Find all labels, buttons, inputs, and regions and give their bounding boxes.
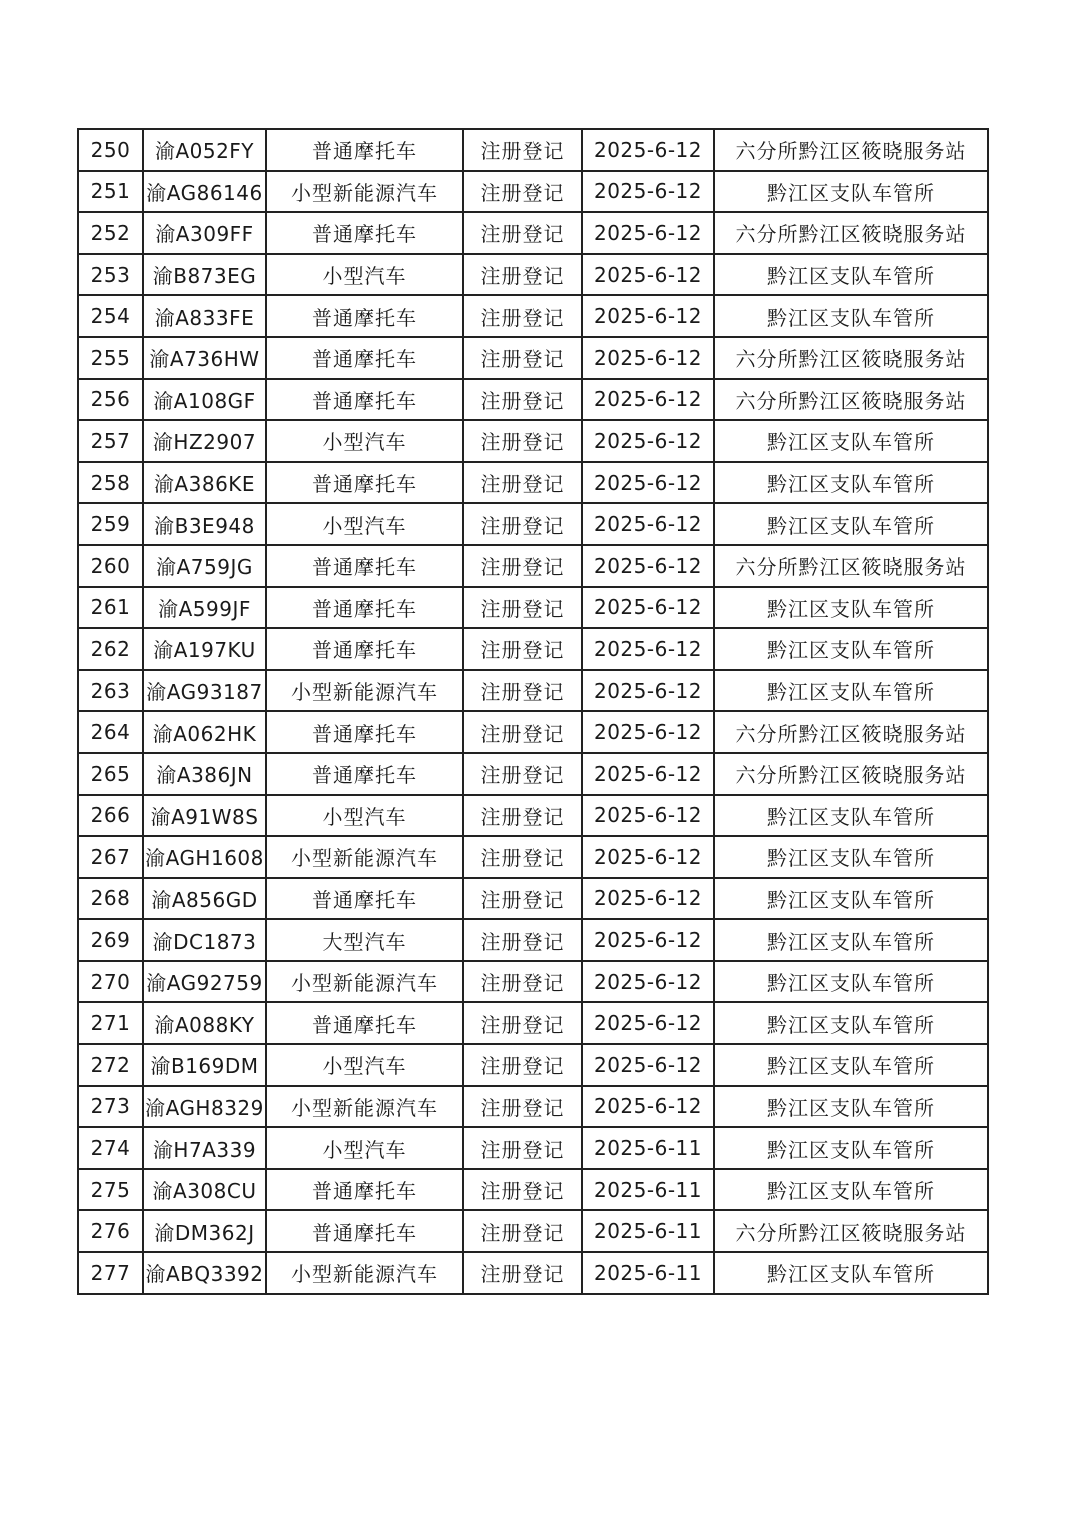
date-cell: 2025-6-11 [582,1127,714,1169]
plate-number-cell: 渝A833FE [143,295,266,337]
office-cell: 黔江区支队车管所 [714,295,988,337]
vehicle-type-cell: 普通摩托车 [266,212,463,254]
business-type-cell: 注册登记 [463,545,582,587]
business-type-cell: 注册登记 [463,212,582,254]
vehicle-type-cell: 普通摩托车 [266,878,463,920]
vehicle-type-cell: 普通摩托车 [266,753,463,795]
serial-number-cell: 259 [78,503,143,545]
business-type-cell: 注册登记 [463,379,582,421]
business-type-cell: 注册登记 [463,1252,582,1294]
plate-number-cell: 渝A386KE [143,462,266,504]
vehicle-type-cell: 普通摩托车 [266,1169,463,1211]
date-cell: 2025-6-12 [582,254,714,296]
office-cell: 黔江区支队车管所 [714,961,988,1003]
serial-number-cell: 254 [78,295,143,337]
table-row [78,795,988,837]
plate-number-cell: 渝A736HW [143,337,266,379]
serial-number-cell: 253 [78,254,143,296]
plate-number-cell: 渝DM362J [143,1210,266,1252]
table-row [78,919,988,961]
serial-number-cell: 252 [78,212,143,254]
date-cell: 2025-6-12 [582,919,714,961]
office-cell: 六分所黔江区筱晓服务站 [714,753,988,795]
plate-number-cell: 渝ABQ3392 [143,1252,266,1294]
office-cell: 黔江区支队车管所 [714,878,988,920]
table-row [78,503,988,545]
office-cell: 黔江区支队车管所 [714,1252,988,1294]
vehicle-type-cell: 普通摩托车 [266,711,463,753]
plate-number-cell: 渝A108GF [143,379,266,421]
serial-number-cell: 264 [78,711,143,753]
business-type-cell: 注册登记 [463,295,582,337]
plate-number-cell: 渝B873EG [143,254,266,296]
serial-number-cell: 276 [78,1210,143,1252]
serial-number-cell: 251 [78,171,143,213]
business-type-cell: 注册登记 [463,462,582,504]
registration-table-body [78,129,988,1294]
serial-number-cell: 269 [78,919,143,961]
office-cell: 六分所黔江区筱晓服务站 [714,129,988,171]
table-row [78,171,988,213]
table-row [78,628,988,670]
business-type-cell: 注册登记 [463,753,582,795]
office-cell: 六分所黔江区筱晓服务站 [714,711,988,753]
table-row [78,212,988,254]
vehicle-type-cell: 普通摩托车 [266,462,463,504]
vehicle-type-cell: 小型汽车 [266,795,463,837]
vehicle-type-cell: 普通摩托车 [266,628,463,670]
vehicle-type-cell: 普通摩托车 [266,545,463,587]
vehicle-type-cell: 普通摩托车 [266,295,463,337]
office-cell: 黔江区支队车管所 [714,503,988,545]
business-type-cell: 注册登记 [463,711,582,753]
vehicle-type-cell: 小型新能源汽车 [266,171,463,213]
business-type-cell: 注册登记 [463,129,582,171]
office-cell: 黔江区支队车管所 [714,670,988,712]
office-cell: 六分所黔江区筱晓服务站 [714,379,988,421]
plate-number-cell: 渝AG92759 [143,961,266,1003]
serial-number-cell: 260 [78,545,143,587]
table-row [78,711,988,753]
serial-number-cell: 257 [78,420,143,462]
office-cell: 六分所黔江区筱晓服务站 [714,1210,988,1252]
business-type-cell: 注册登记 [463,1002,582,1044]
date-cell: 2025-6-12 [582,462,714,504]
plate-number-cell: 渝A386JN [143,753,266,795]
table-row [78,836,988,878]
registration-table [77,128,989,1295]
plate-number-cell: 渝A052FY [143,129,266,171]
table-row [78,1169,988,1211]
serial-number-cell: 267 [78,836,143,878]
date-cell: 2025-6-12 [582,545,714,587]
date-cell: 2025-6-12 [582,212,714,254]
serial-number-cell: 271 [78,1002,143,1044]
vehicle-type-cell: 小型汽车 [266,503,463,545]
date-cell: 2025-6-12 [582,295,714,337]
serial-number-cell: 250 [78,129,143,171]
serial-number-cell: 273 [78,1086,143,1128]
table-row [78,1127,988,1169]
serial-number-cell: 263 [78,670,143,712]
table-row [78,587,988,629]
table-row [78,462,988,504]
table-row [78,295,988,337]
vehicle-type-cell: 普通摩托车 [266,1002,463,1044]
date-cell: 2025-6-12 [582,1044,714,1086]
office-cell: 黔江区支队车管所 [714,171,988,213]
business-type-cell: 注册登记 [463,878,582,920]
office-cell: 黔江区支队车管所 [714,1044,988,1086]
business-type-cell: 注册登记 [463,503,582,545]
office-cell: 六分所黔江区筱晓服务站 [714,545,988,587]
business-type-cell: 注册登记 [463,587,582,629]
table-row [78,753,988,795]
office-cell: 黔江区支队车管所 [714,919,988,961]
date-cell: 2025-6-12 [582,129,714,171]
vehicle-type-cell: 小型新能源汽车 [266,836,463,878]
business-type-cell: 注册登记 [463,961,582,1003]
office-cell: 黔江区支队车管所 [714,1086,988,1128]
serial-number-cell: 272 [78,1044,143,1086]
office-cell: 黔江区支队车管所 [714,795,988,837]
table-row [78,1252,988,1294]
date-cell: 2025-6-12 [582,753,714,795]
table-row [78,420,988,462]
date-cell: 2025-6-12 [582,1002,714,1044]
table-row [78,254,988,296]
office-cell: 黔江区支队车管所 [714,1127,988,1169]
business-type-cell: 注册登记 [463,254,582,296]
office-cell: 六分所黔江区筱晓服务站 [714,212,988,254]
date-cell: 2025-6-12 [582,1086,714,1128]
vehicle-type-cell: 小型新能源汽车 [266,1086,463,1128]
serial-number-cell: 268 [78,878,143,920]
office-cell: 黔江区支队车管所 [714,1169,988,1211]
office-cell: 六分所黔江区筱晓服务站 [714,337,988,379]
vehicle-type-cell: 小型汽车 [266,1044,463,1086]
date-cell: 2025-6-12 [582,171,714,213]
serial-number-cell: 256 [78,379,143,421]
vehicle-type-cell: 小型新能源汽车 [266,670,463,712]
business-type-cell: 注册登记 [463,171,582,213]
date-cell: 2025-6-11 [582,1210,714,1252]
serial-number-cell: 255 [78,337,143,379]
plate-number-cell: 渝A599JF [143,587,266,629]
table-row [78,1044,988,1086]
serial-number-cell: 258 [78,462,143,504]
plate-number-cell: 渝AGH1608 [143,836,266,878]
table-row [78,1002,988,1044]
business-type-cell: 注册登记 [463,1044,582,1086]
business-type-cell: 注册登记 [463,1210,582,1252]
business-type-cell: 注册登记 [463,628,582,670]
date-cell: 2025-6-12 [582,628,714,670]
vehicle-type-cell: 小型新能源汽车 [266,1252,463,1294]
vehicle-type-cell: 小型汽车 [266,420,463,462]
date-cell: 2025-6-12 [582,795,714,837]
plate-number-cell: 渝B169DM [143,1044,266,1086]
date-cell: 2025-6-12 [582,420,714,462]
table-row [78,337,988,379]
vehicle-type-cell: 小型汽车 [266,254,463,296]
plate-number-cell: 渝AGH8329 [143,1086,266,1128]
vehicle-type-cell: 普通摩托车 [266,1210,463,1252]
serial-number-cell: 270 [78,961,143,1003]
office-cell: 黔江区支队车管所 [714,1002,988,1044]
date-cell: 2025-6-11 [582,1169,714,1211]
office-cell: 黔江区支队车管所 [714,462,988,504]
date-cell: 2025-6-12 [582,587,714,629]
office-cell: 黔江区支队车管所 [714,836,988,878]
serial-number-cell: 275 [78,1169,143,1211]
date-cell: 2025-6-12 [582,711,714,753]
plate-number-cell: 渝AG93187 [143,670,266,712]
table-row [78,878,988,920]
vehicle-type-cell: 小型汽车 [266,1127,463,1169]
vehicle-type-cell: 大型汽车 [266,919,463,961]
office-cell: 黔江区支队车管所 [714,420,988,462]
business-type-cell: 注册登记 [463,919,582,961]
plate-number-cell: 渝H7A339 [143,1127,266,1169]
date-cell: 2025-6-12 [582,878,714,920]
business-type-cell: 注册登记 [463,670,582,712]
business-type-cell: 注册登记 [463,1169,582,1211]
serial-number-cell: 262 [78,628,143,670]
office-cell: 黔江区支队车管所 [714,587,988,629]
serial-number-cell: 261 [78,587,143,629]
plate-number-cell: 渝A308CU [143,1169,266,1211]
date-cell: 2025-6-12 [582,503,714,545]
vehicle-type-cell: 普通摩托车 [266,129,463,171]
table-row [78,961,988,1003]
serial-number-cell: 277 [78,1252,143,1294]
date-cell: 2025-6-12 [582,379,714,421]
serial-number-cell: 265 [78,753,143,795]
table-row [78,545,988,587]
plate-number-cell: 渝A062HK [143,711,266,753]
office-cell: 黔江区支队车管所 [714,254,988,296]
vehicle-type-cell: 普通摩托车 [266,379,463,421]
plate-number-cell: 渝DC1873 [143,919,266,961]
plate-number-cell: 渝A309FF [143,212,266,254]
plate-number-cell: 渝A088KY [143,1002,266,1044]
date-cell: 2025-6-12 [582,670,714,712]
plate-number-cell: 渝A856GD [143,878,266,920]
business-type-cell: 注册登记 [463,836,582,878]
vehicle-type-cell: 普通摩托车 [266,337,463,379]
table-row [78,670,988,712]
serial-number-cell: 274 [78,1127,143,1169]
table-row [78,1210,988,1252]
business-type-cell: 注册登记 [463,795,582,837]
date-cell: 2025-6-12 [582,337,714,379]
vehicle-type-cell: 小型新能源汽车 [266,961,463,1003]
plate-number-cell: 渝HZ2907 [143,420,266,462]
plate-number-cell: 渝A91W8S [143,795,266,837]
date-cell: 2025-6-11 [582,1252,714,1294]
business-type-cell: 注册登记 [463,1086,582,1128]
plate-number-cell: 渝B3E948 [143,503,266,545]
office-cell: 黔江区支队车管所 [714,628,988,670]
table-row [78,129,988,171]
vehicle-type-cell: 普通摩托车 [266,587,463,629]
table-row [78,379,988,421]
date-cell: 2025-6-12 [582,836,714,878]
plate-number-cell: 渝A197KU [143,628,266,670]
plate-number-cell: 渝AG86146 [143,171,266,213]
serial-number-cell: 266 [78,795,143,837]
business-type-cell: 注册登记 [463,337,582,379]
plate-number-cell: 渝A759JG [143,545,266,587]
business-type-cell: 注册登记 [463,1127,582,1169]
table-row [78,1086,988,1128]
date-cell: 2025-6-12 [582,961,714,1003]
business-type-cell: 注册登记 [463,420,582,462]
